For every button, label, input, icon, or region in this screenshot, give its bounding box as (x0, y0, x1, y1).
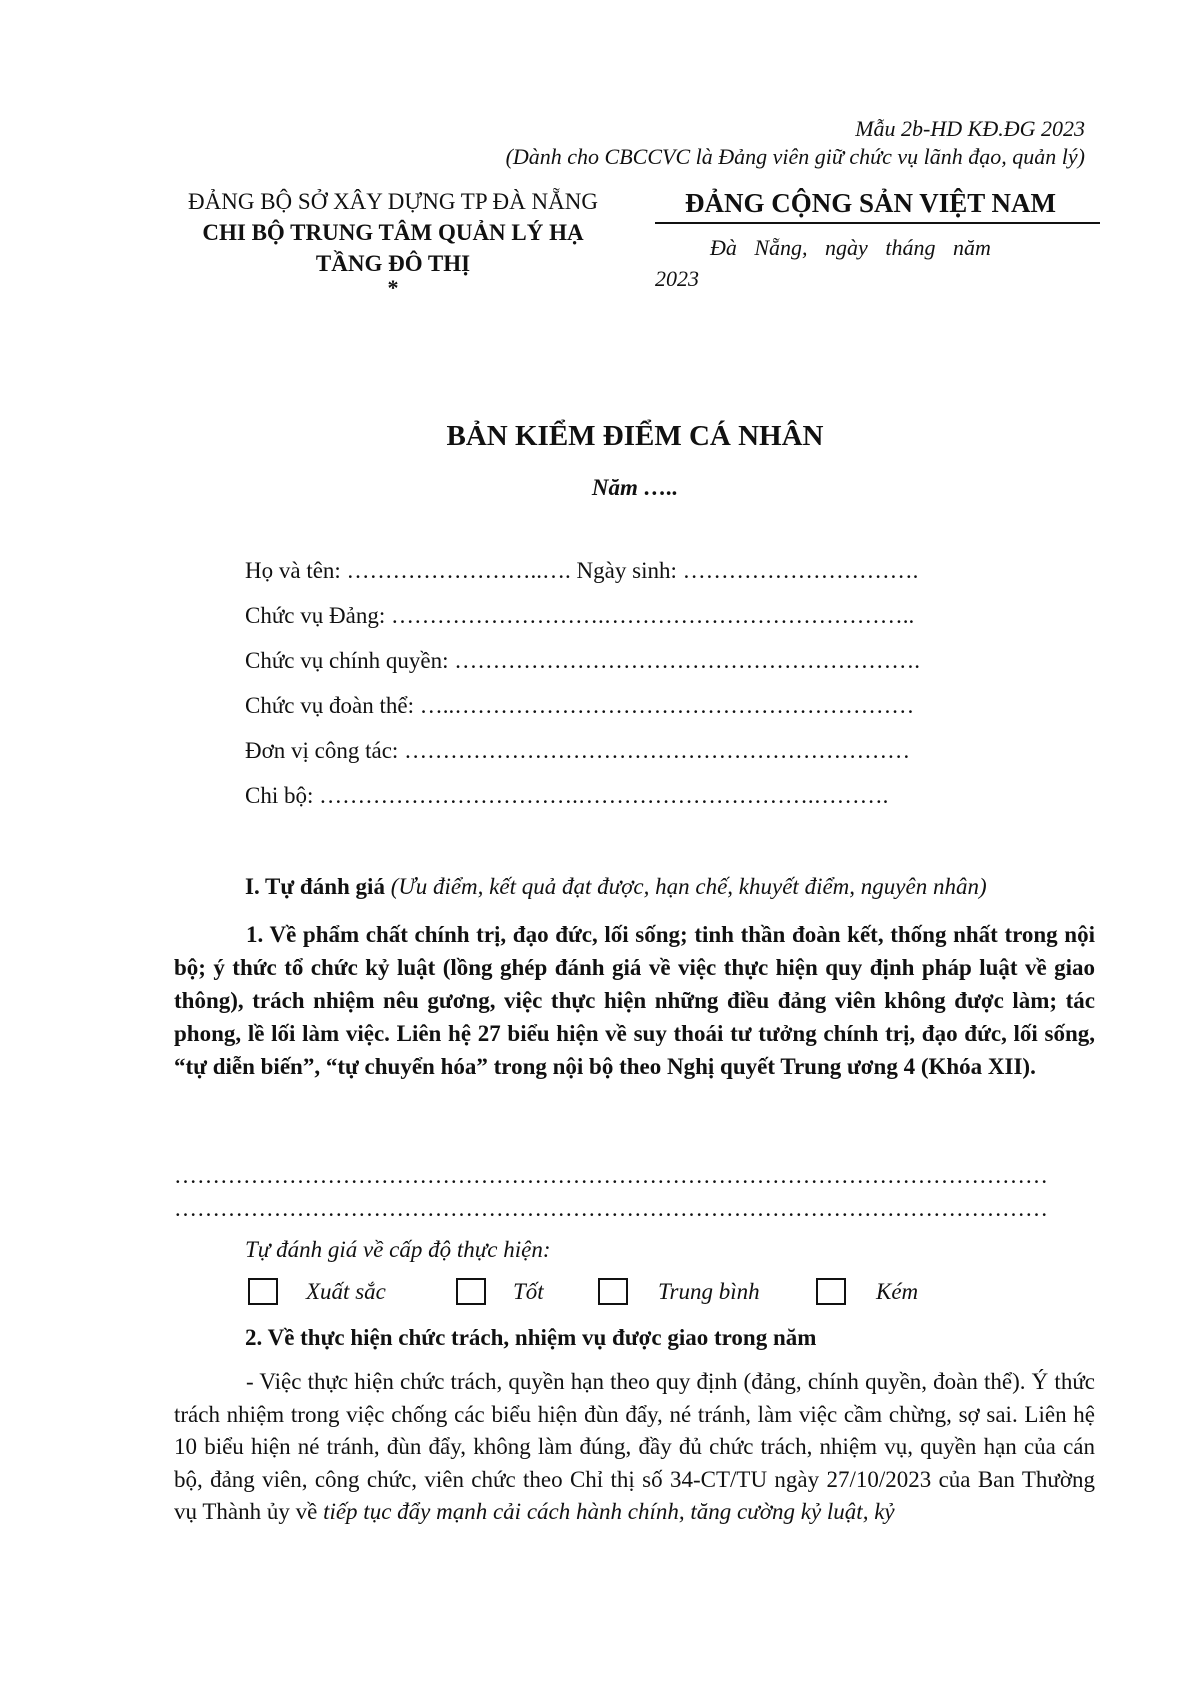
field-union-position: Chức vụ đoàn thể: …..…………………………………………………… (245, 693, 915, 718)
party-committee-name: ĐẢNG BỘ SỞ XÂY DỰNG TP ĐÀ NẴNG (188, 189, 598, 214)
issuing-organization (178, 186, 608, 300)
party-name-underline (655, 222, 1100, 224)
field-work-unit: Đơn vị công tác: ………………………………………………………… (245, 738, 911, 763)
date-year: 2023 (655, 266, 699, 291)
checkbox-excellent[interactable] (248, 1278, 278, 1305)
section-2-heading: 2. Về thực hiện chức trách, nhiệm vụ được giao trong năm (245, 1325, 817, 1350)
place-date: Đà Nẵng, ngày tháng năm (710, 235, 991, 260)
document-year: Năm ….. (591, 475, 679, 500)
level-label: Tự đánh giá về cấp độ thực hiện: (245, 1237, 551, 1262)
field-name-dob: Họ và tên: ……………………..…. Ngày sinh: …………………………. (245, 558, 919, 583)
section-1-title: I. Tự đánh giá (245, 874, 385, 899)
star-mark: * (387, 275, 399, 300)
checkbox-poor[interactable] (816, 1278, 846, 1305)
document-title: BẢN KIỂM ĐIỂM CÁ NHÂN (446, 420, 824, 452)
form-note: (Dành cho CBCCVC là Đảng viên giữ chức vụ lãnh đạo, quản lý) (505, 144, 1085, 169)
section-2-text: - Việc thực hiện chức trách, quyền hạn theo quy định (đảng, chính quyền, đoàn thể). Ý thức trách nhiệm trong việc chống các biểu hiện đùn đẩy, né tránh, làm việc cầm chừng, sợ sai. Liên hệ 10 biểu hiện né tránh, đùn đẩy, không làm đúng, đầy đủ chức trách, nhiệm vụ, quyền hạn của cán bộ, đảng viên, công chức, viên chức theo Chỉ thị số 34-CT/TU ngày 27/10/2023 của Ban Thường vụ Thành ủy về (174, 1369, 1095, 1524)
section-1-item-1: 1. Về phẩm chất chính trị, đạo đức, lối sống; tinh thần đoàn kết, thống nhất trong nội bộ; ý thức tổ chức kỷ luật (lồng ghép đánh giá về việc thực hiện quy định pháp luật về giao thông), trách nhiệm nêu gương, việc thực hiện những điều đảng viên không được làm; tác phong, lề lối làm việc. Liên hệ 27 biểu hiện về suy thoái tư tưởng chính trị, đạo đức, lối sống, “tự diễn biến”, “tự chuyển hóa” trong nội bộ theo Nghị quyết Trung ương 4 (Khóa XII). (174, 922, 1095, 1079)
label-average: Trung bình (658, 1279, 760, 1304)
checkbox-average[interactable] (598, 1278, 628, 1305)
form-code: Mẫu 2b-HD KĐ.ĐG 2023 (855, 116, 1085, 141)
party-cell-name: CHI BỘ TRUNG TÂM QUẢN LÝ HẠ TẦNG ĐÔ THỊ (202, 220, 584, 276)
field-party-cell: Chi bộ: …………………………….………………………….………. (245, 783, 889, 808)
field-party-position: Chức vụ Đảng: ……………………….………………………………….. (245, 603, 915, 628)
label-poor: Kém (876, 1279, 919, 1304)
answer-line-2: …………………………………………………………………………………………………… (174, 1196, 1048, 1221)
label-good: Tốt (513, 1279, 544, 1304)
national-header (655, 186, 1100, 294)
label-excellent: Xuất sắc (306, 1279, 386, 1304)
field-gov-position: Chức vụ chính quyền: ……………………………………………………. (245, 648, 920, 673)
answer-line-1: …………………………………………………………………………………………………… (174, 1163, 1048, 1188)
party-name: ĐẢNG CỘNG SẢN VIỆT NAM (685, 188, 1057, 218)
section-2-italic-text: tiếp tục đẩy mạnh cải cách hành chính, tăng cường kỷ luật, kỷ (323, 1499, 895, 1524)
checkbox-good[interactable] (456, 1278, 486, 1305)
section-1-heading (245, 874, 987, 900)
section-1-note: (Ưu điểm, kết quả đạt được, hạn chế, khuyết điểm, nguyên nhân) (390, 874, 987, 899)
section-2-paragraph (174, 1366, 1095, 1529)
